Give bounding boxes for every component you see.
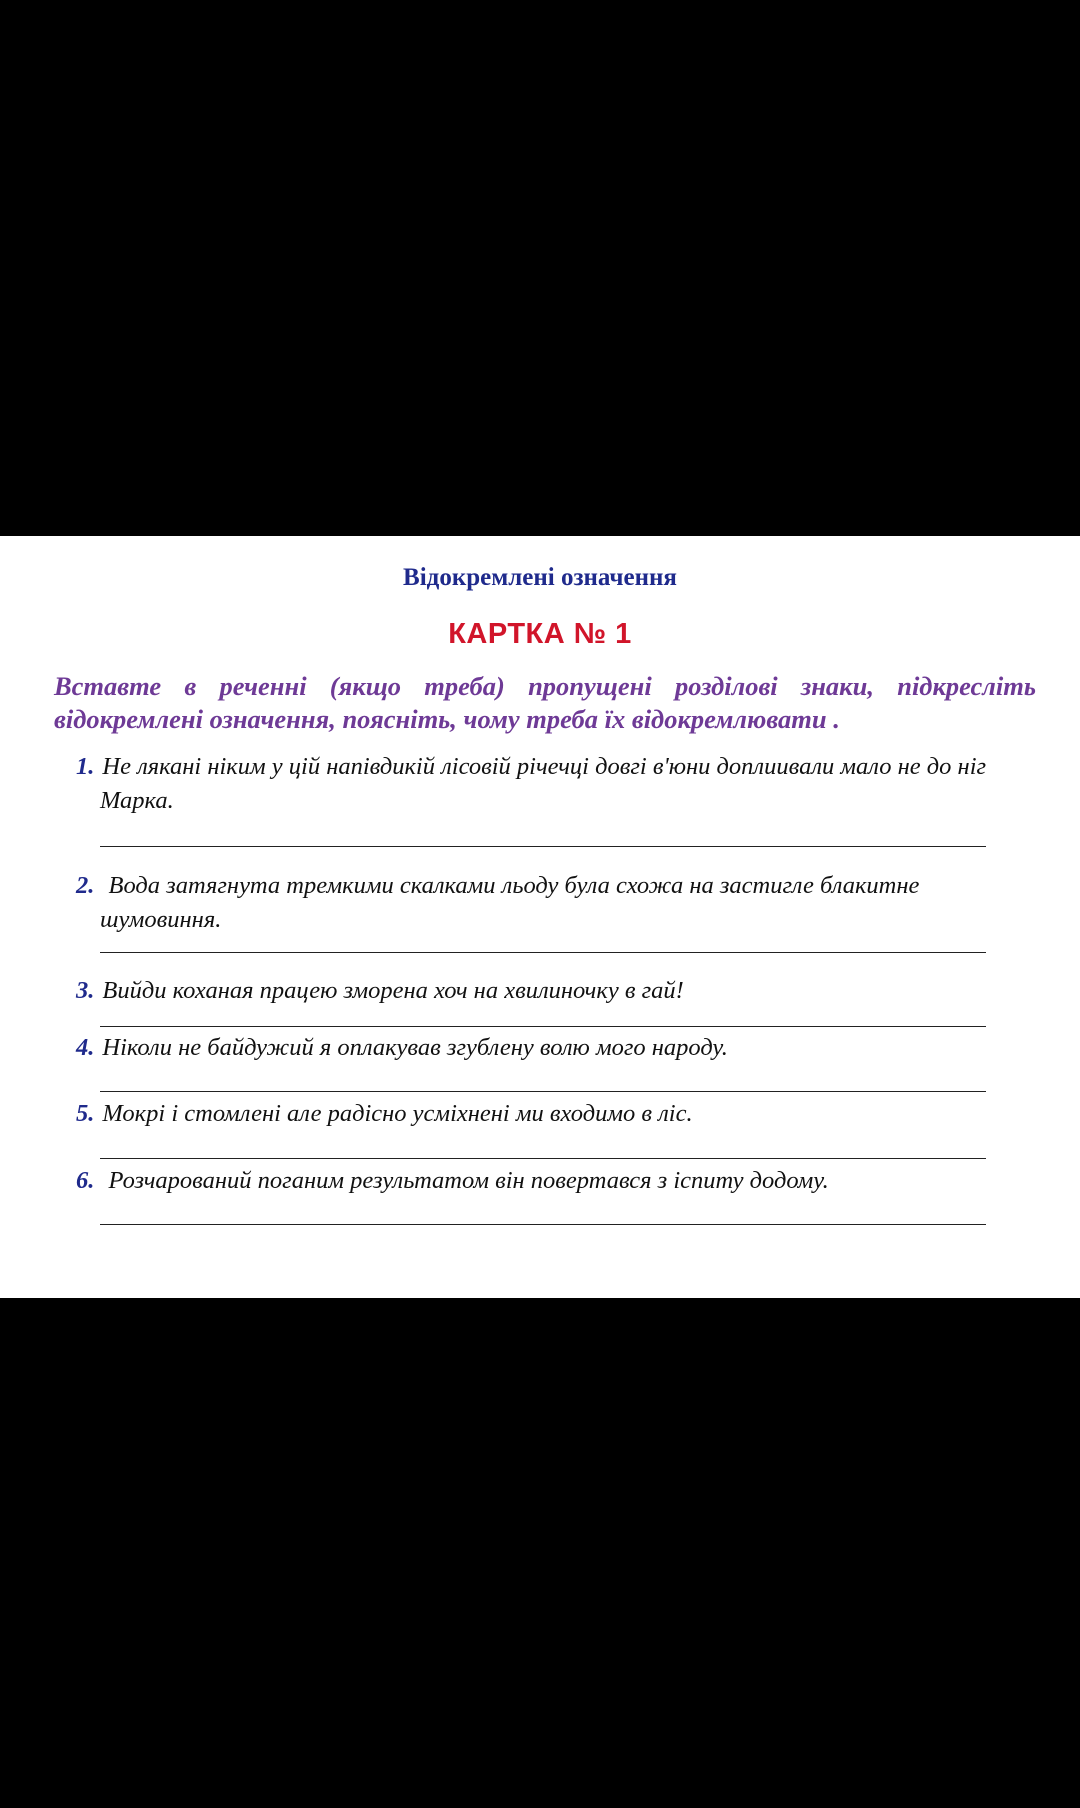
exercise-item-3 [76,974,1040,1008]
item-text: Розчарований поганим результатом він повертався з іспиту додому. [102,1167,829,1194]
item-number: 5. [76,1100,95,1127]
answer-line-4[interactable] [100,1091,986,1092]
item-number: 6. [76,1167,95,1194]
item-number: 3. [76,977,95,1004]
answer-line-2[interactable] [100,952,986,953]
item-text: Вода затягнута тремкими скалками льоду була схожа на застигле блакитне [102,872,920,899]
exercise-item-2 [76,869,1040,937]
exercise-item-1 [76,750,1040,818]
answer-line-5[interactable] [100,1158,986,1159]
exercise-item-6 [76,1164,1040,1198]
exercise-item-5 [76,1097,1040,1131]
answer-line-3[interactable] [100,1026,986,1027]
worksheet-page [0,536,1080,1298]
exercise-item-4 [76,1031,1040,1065]
item-text: Мокрі і стомлені але радісно усміхнені ми входимо в ліс. [102,1100,693,1127]
item-number: 2. [76,872,95,899]
answer-line-6[interactable] [100,1224,986,1225]
answer-line-1[interactable] [100,846,986,847]
item-text: Не лякані ніким у цій напівдикій лісовій річечці довгі в'юни доплиивали мало не до ніг [102,753,987,780]
item-text-continuation: Марка. [100,787,174,814]
item-number: 1. [76,753,95,780]
item-text: Вийди коханая працею зморена хоч на хвилиночку в гай! [102,977,684,1004]
item-text-continuation: шумовиння. [100,906,222,933]
item-text: Ніколи не байдужий я оплакував згублену волю мого народу. [102,1034,728,1061]
card-title: КАРТКА № 1 [448,618,632,650]
topic-title: Відокремлені означення [403,564,677,591]
task-instruction: Вставте в реченні (якщо треба) пропущені розділові знаки, підкресліть відокремлені означення, поясніть, чому треба їх відокремлювати . [54,671,1036,734]
item-number: 4. [76,1034,95,1061]
